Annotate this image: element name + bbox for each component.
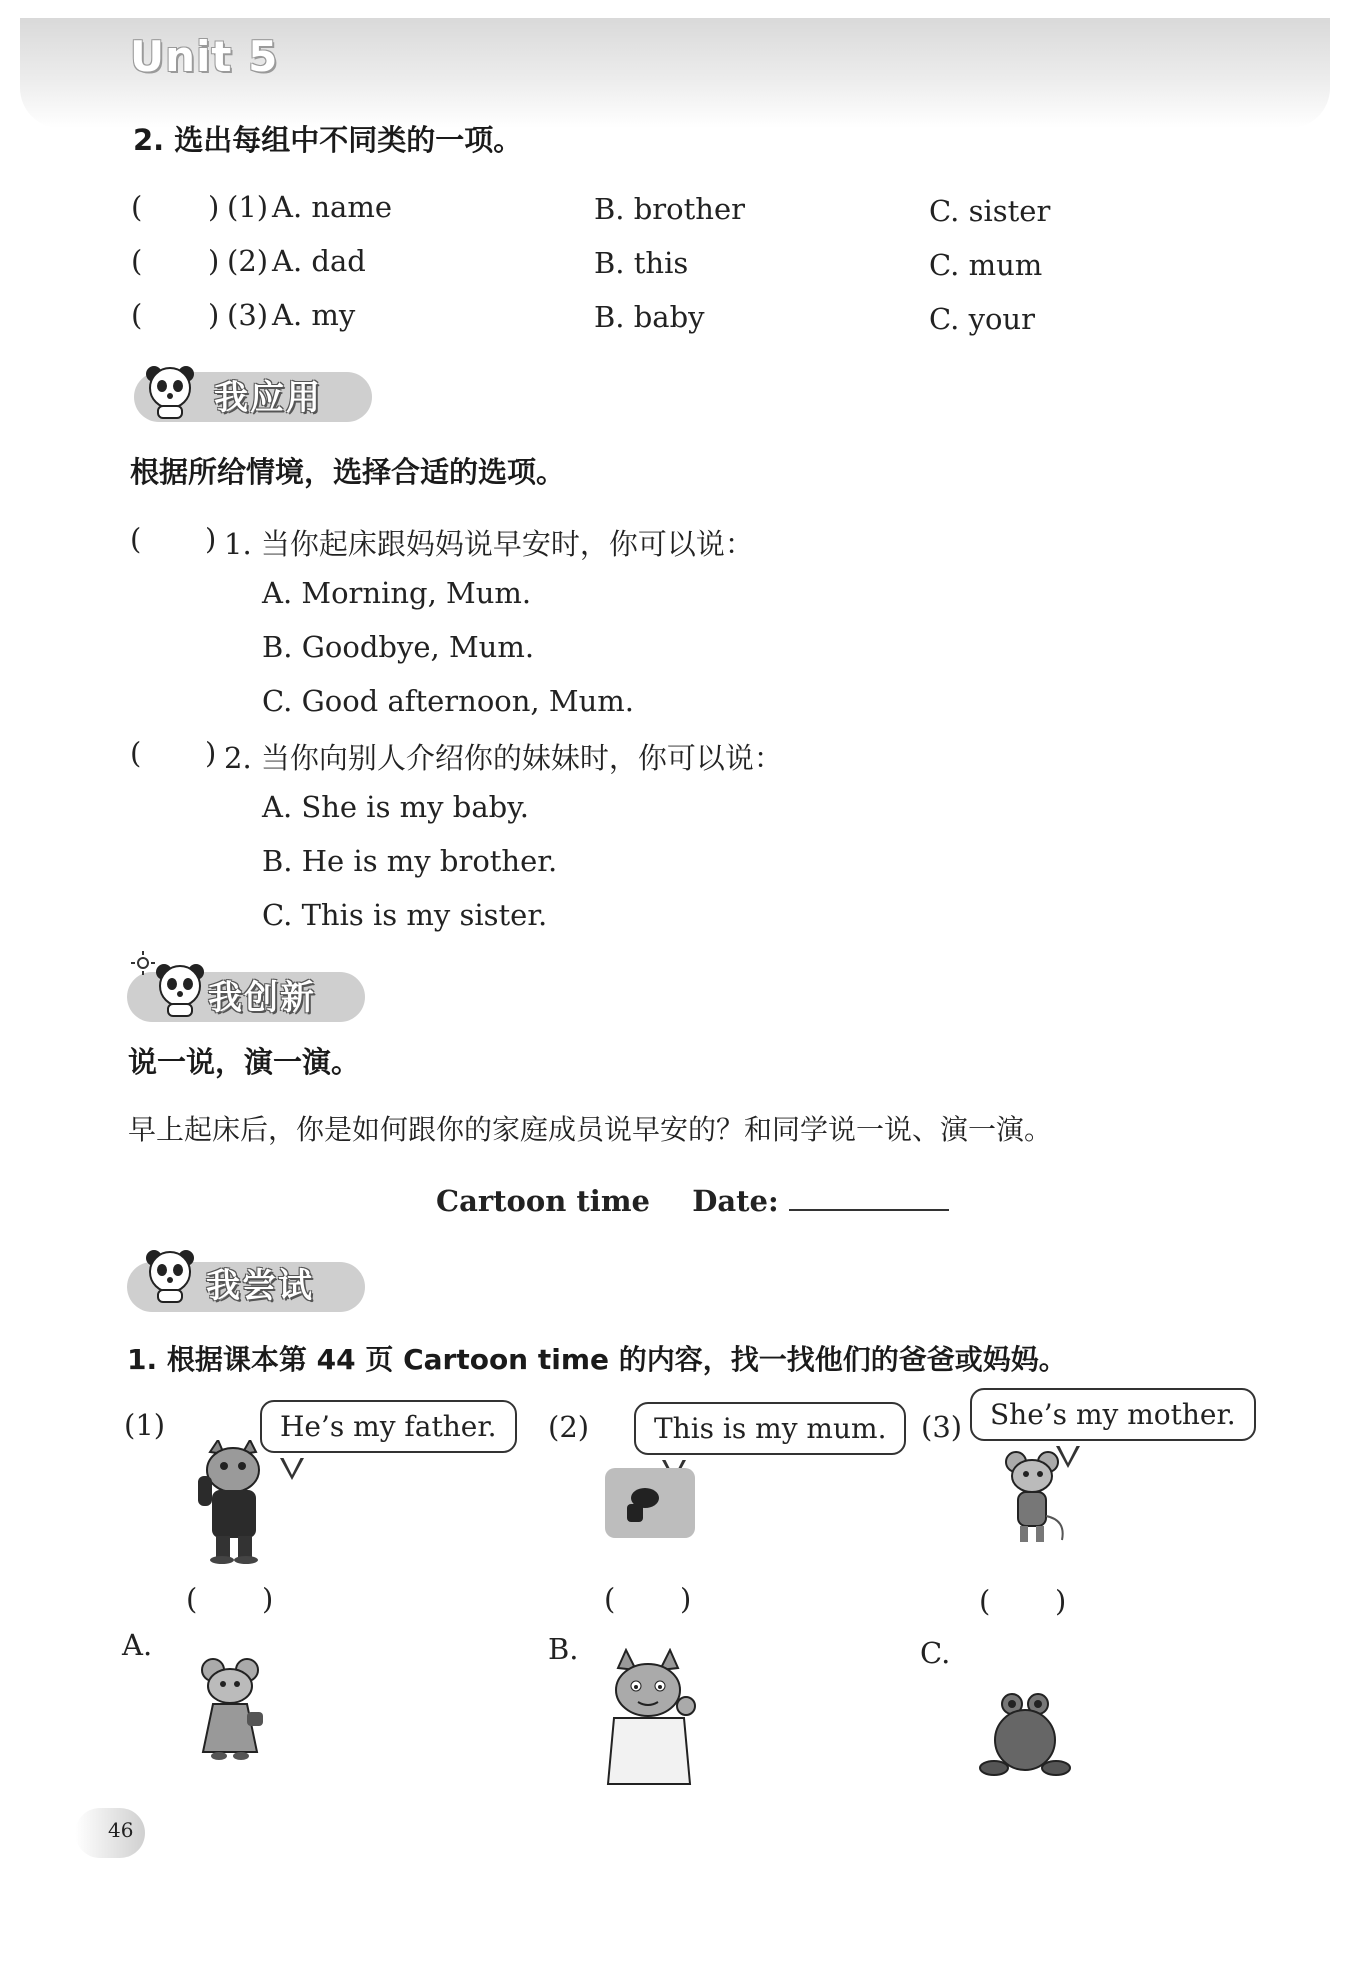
answer-paren-open: ( (131, 244, 143, 278)
answer-paren-close: ) (208, 244, 220, 278)
answer-paren-close: ) (680, 1582, 692, 1616)
option-b: B. brother (594, 192, 745, 226)
item-num: (3) (921, 1410, 963, 1444)
choice-label-b: B. (548, 1632, 579, 1666)
row-num: (1) (227, 190, 269, 224)
mouse-mother-icon (185, 1656, 275, 1766)
dark-mum-icon (605, 1468, 695, 1538)
section2-title: 2. 选出每组中不同类的一项。 (133, 123, 523, 157)
speech-text: This is my mum. (654, 1412, 887, 1445)
row-num: (3) (227, 298, 269, 332)
answer-paren-open: ( (186, 1582, 198, 1616)
speech-text: She’s my mother. (990, 1398, 1236, 1431)
item-num: (1) (124, 1408, 166, 1442)
unit-label: Unit 5 (130, 32, 279, 81)
question-option: C. Good afternoon, Mum. (262, 684, 634, 718)
question-option: B. Goodbye, Mum. (262, 630, 535, 664)
question-option: C. This is my sister. (262, 898, 548, 932)
answer-paren-close: ) (262, 1582, 274, 1616)
choice-label-a: A. (122, 1628, 153, 1662)
page-number: 46 (108, 1818, 134, 1842)
speech-bubble (260, 1400, 517, 1453)
frog-icon (978, 1688, 1074, 1784)
panda-icon (150, 958, 210, 1018)
cartoon-title: Cartoon time (436, 1184, 650, 1218)
question-option: A. Morning, Mum. (262, 576, 532, 610)
badge-attempt-label: 我尝试 (206, 1266, 314, 1306)
speech-bubble (970, 1388, 1256, 1441)
option-b: B. baby (594, 300, 705, 334)
option-a: A. name (272, 190, 393, 224)
item-num: (2) (548, 1410, 590, 1444)
option-c: C. your (929, 302, 1035, 336)
row-num: (2) (227, 244, 269, 278)
apply-instruction: 根据所给情境，选择合适的选项。 (130, 455, 566, 489)
question-stem: 2. 当你向别人介绍你的妹妹时，你可以说： (224, 741, 783, 775)
answer-paren-close: ) (208, 298, 220, 332)
cat-father-icon (180, 1440, 290, 1565)
answer-paren-close: ) (208, 190, 220, 224)
question-option: B. He is my brother. (262, 844, 558, 878)
option-b: B. this (594, 246, 689, 280)
answer-paren-close: ) (205, 736, 217, 770)
panda-icon (140, 360, 200, 420)
answer-paren-open: ( (604, 1582, 616, 1616)
question-option: A. She is my baby. (262, 790, 529, 824)
badge-apply-label: 我应用 (214, 378, 322, 418)
choice-label-c: C. (920, 1636, 951, 1670)
answer-paren-open: ( (131, 190, 143, 224)
option-a: A. dad (272, 244, 366, 278)
answer-paren-open: ( (979, 1584, 991, 1618)
answer-paren-open: ( (131, 298, 143, 332)
cat-mother-icon (590, 1648, 710, 1788)
answer-paren-open: ( (130, 736, 142, 770)
date-blank[interactable] (789, 1187, 949, 1211)
answer-paren-close: ) (205, 522, 217, 556)
option-c: C. sister (929, 194, 1051, 228)
innovate-text: 早上起床后，你是如何跟你的家庭成员说早安的？和同学说一说、演一演。 (128, 1113, 1053, 1146)
date-label: Date: (692, 1184, 779, 1218)
option-c: C. mum (929, 248, 1043, 282)
option-a: A. my (272, 298, 356, 332)
answer-paren-open: ( (130, 522, 142, 556)
question-stem: 1. 当你起床跟妈妈说早安时，你可以说： (224, 527, 754, 561)
attempt-instruction: 1. 根据课本第 44 页 Cartoon time 的内容，找一找他们的爸爸或妈妈。 (127, 1343, 1067, 1376)
badge-innovate-label: 我创新 (208, 978, 316, 1018)
panda-icon (140, 1244, 200, 1304)
innovate-instruction: 说一说，演一演。 (128, 1045, 361, 1079)
speech-text: He’s my father. (280, 1410, 497, 1443)
mouse-icon (996, 1450, 1076, 1550)
cartoon-time-title (436, 1184, 949, 1218)
answer-paren-close: ) (1055, 1584, 1067, 1618)
speech-bubble (634, 1402, 906, 1455)
